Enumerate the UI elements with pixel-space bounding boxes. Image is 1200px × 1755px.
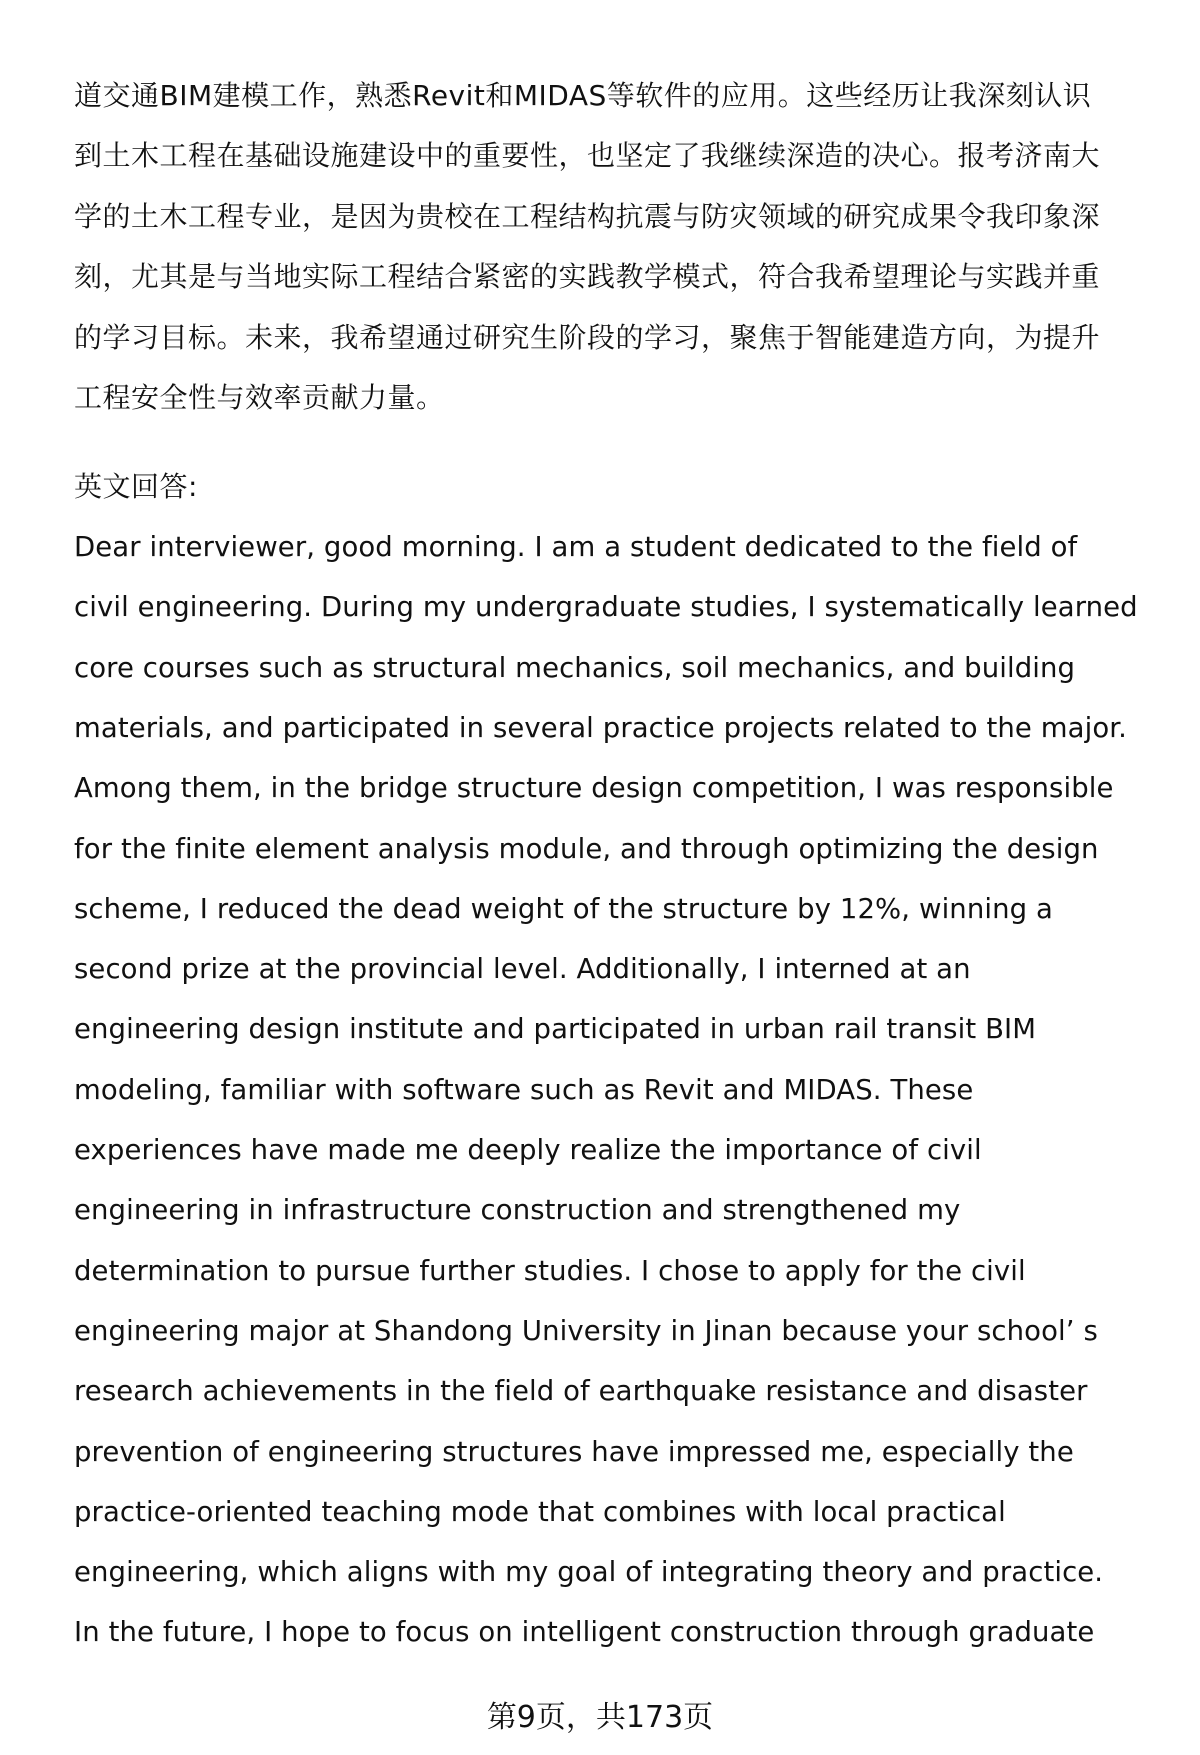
text-line: In the future, I hope to focus on intelligent construction through graduate	[74, 1616, 1095, 1649]
text-line: engineering design institute and participated in urban rail transit BIM	[74, 1013, 1037, 1046]
text-line: engineering in infrastructure construction and strengthened my	[74, 1194, 961, 1227]
text-line: 的学习目标。未来，我希望通过研究生阶段的学习，聚焦于智能建造方向，为提升	[74, 320, 1101, 354]
text-line: civil engineering. During my undergraduate studies, I systematically learned	[74, 591, 1138, 624]
text-line: 道交通BIM建模工作，熟悉Revit和MIDAS等软件的应用。这些经历让我深刻认识	[74, 79, 1092, 112]
text-line: modeling, familiar with software such as Revit and MIDAS. These	[74, 1073, 974, 1106]
text-line: 学的土木工程专业，是因为贵校在工程结构抗震与防灾领域的研究成果令我印象深	[74, 199, 1101, 233]
text-line: scheme, I reduced the dead weight of the structure by 12%, winning a	[74, 892, 1053, 925]
text-line: engineering major at Shandong University in Jinan because your school’ s	[74, 1314, 1098, 1347]
text-line: core courses such as structural mechanics, soil mechanics, and building	[74, 651, 1076, 684]
text-line: 到土木工程在基础设施建设中的重要性，也坚定了我继续深造的决心。报考济南大	[74, 139, 1101, 173]
text-line: experiences have made me deeply realize the importance of civil	[74, 1134, 982, 1166]
text-line: determination to pursue further studies. I chose to apply for the civil	[74, 1254, 1026, 1287]
text-line: Among them, in the bridge structure design competition, I was responsible	[74, 772, 1114, 805]
text-line: 刻，尤其是与当地实际工程结合紧密的实践教学模式，符合我希望理论与实践并重	[74, 260, 1101, 294]
text-line: practice-oriented teaching mode that combines with local practical	[74, 1495, 1006, 1528]
text-line: engineering, which aligns with my goal of integrating theory and practice.	[74, 1556, 1104, 1589]
english-answer-heading: 英文回答:	[74, 470, 198, 503]
text-line: 工程安全性与效率贡献力量。	[74, 381, 445, 414]
text-line: Dear interviewer, good morning. I am a student dedicated to the field of	[74, 531, 1078, 563]
text-line: research achievements in the field of earthquake resistance and disaster	[74, 1375, 1088, 1408]
text-line: materials, and participated in several practice projects related to the major.	[74, 711, 1127, 744]
text-line: for the finite element analysis module, and through optimizing the design	[74, 832, 1099, 865]
page-footer: 第9页，共173页	[486, 1700, 714, 1735]
text-line: second prize at the provincial level. Additionally, I interned at an	[74, 953, 971, 986]
text-line: prevention of engineering structures have impressed me, especially the	[74, 1435, 1074, 1468]
